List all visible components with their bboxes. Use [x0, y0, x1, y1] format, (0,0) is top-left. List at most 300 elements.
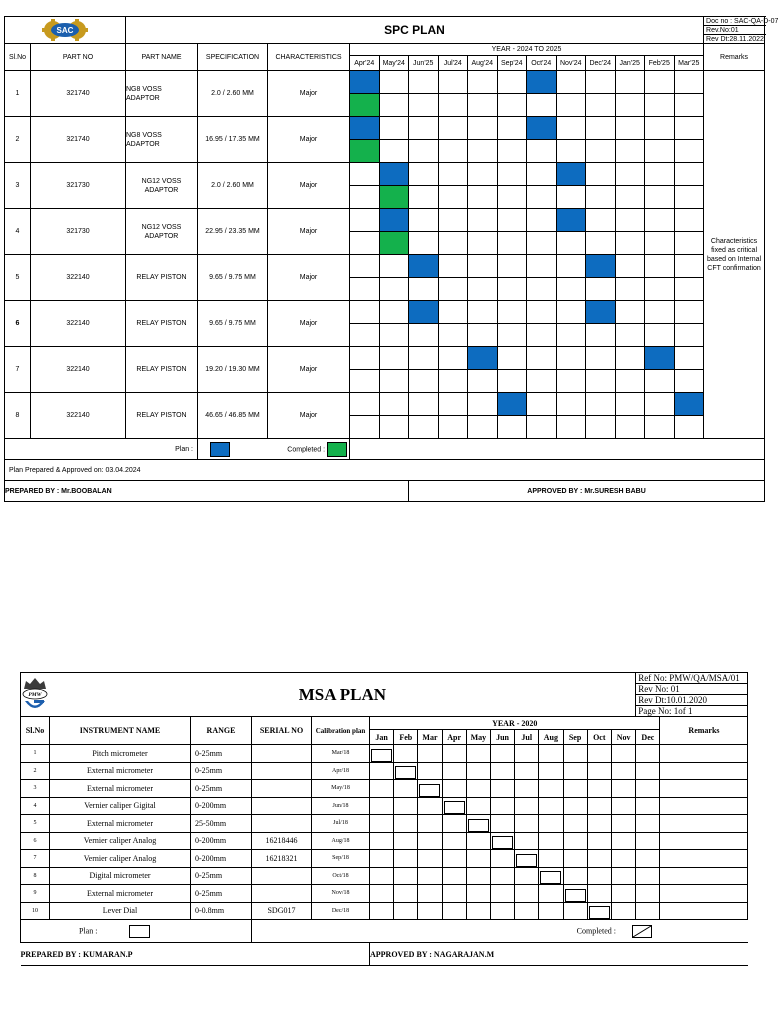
- msa-month-cell: [515, 832, 539, 850]
- msa-month-header: Aug: [539, 730, 563, 745]
- actual-cell: [645, 416, 675, 439]
- msa-month-cell: [563, 745, 587, 763]
- revision-number: Rev.No:01: [704, 26, 765, 35]
- msa-row-calibration: Mar/18: [312, 745, 370, 763]
- msa-month-cell: [563, 797, 587, 815]
- plan-cell: [615, 301, 645, 324]
- plan-cell: [556, 347, 586, 370]
- msa-row-calibration: Jul/18: [312, 815, 370, 833]
- msa-month-cell: [394, 797, 418, 815]
- msa-month-cell: [466, 885, 490, 903]
- plan-prepared-note: Plan Prepared & Approved on: 03.04.2024: [5, 460, 765, 481]
- msa-row-instrument: External micrometer: [50, 762, 191, 780]
- msa-col-remarks: Remarks: [660, 717, 748, 745]
- msa-row-calibration: May/18: [312, 780, 370, 798]
- row-part-no: 321740: [31, 117, 126, 163]
- msa-month-cell: [466, 850, 490, 868]
- plan-cell: [527, 393, 557, 416]
- row-part-name: NG8 VOSS ADAPTOR: [126, 71, 198, 117]
- table-row: [5, 163, 765, 186]
- plan-cell: [586, 255, 616, 278]
- msa-month-cell: [370, 745, 394, 763]
- plan-box: [371, 749, 392, 762]
- msa-month-cell: [515, 797, 539, 815]
- plan-cell: [409, 117, 439, 140]
- actual-cell: [379, 324, 409, 347]
- actual-cell: [586, 324, 616, 347]
- plan-cell: [615, 393, 645, 416]
- msa-row-sl-no: 10: [21, 902, 50, 920]
- plan-cell: [350, 393, 380, 416]
- plan-cell: [586, 301, 616, 324]
- msa-row-serial: [252, 815, 312, 833]
- msa-month-cell: [563, 815, 587, 833]
- actual-cell: [674, 278, 704, 301]
- actual-cell: [615, 232, 645, 255]
- msa-month-cell: [611, 885, 635, 903]
- msa-month-cell: [587, 885, 611, 903]
- col-remarks: Remarks: [704, 44, 765, 71]
- plan-cell: [468, 163, 498, 186]
- msa-revision-number: Rev No: 01: [636, 684, 748, 695]
- msa-row-range: 0-25mm: [191, 867, 252, 885]
- plan-cell: [645, 301, 675, 324]
- msa-legend-completed-box: [632, 925, 652, 938]
- plan-cell: [586, 209, 616, 232]
- actual-cell: [674, 324, 704, 347]
- msa-row-range: 0-25mm: [191, 762, 252, 780]
- actual-cell: [409, 140, 439, 163]
- row-part-no: 322140: [31, 301, 126, 347]
- actual-cell: [645, 370, 675, 393]
- plan-box: [516, 854, 537, 867]
- plan-cell: [586, 347, 616, 370]
- msa-row-remarks: [660, 780, 748, 798]
- plan-cell: [497, 209, 527, 232]
- month-header: Oct'24: [527, 56, 557, 71]
- msa-month-header: Sep: [563, 730, 587, 745]
- msa-month-cell: [611, 867, 635, 885]
- plan-cell: [438, 255, 468, 278]
- actual-cell: [556, 232, 586, 255]
- plan-cell: [586, 117, 616, 140]
- msa-row-calibration: Jun/18: [312, 797, 370, 815]
- msa-month-cell: [490, 867, 514, 885]
- msa-approved-by: APPROVED BY : NAGARAJAN.M: [370, 943, 748, 966]
- col-part-no: PART NO: [31, 44, 126, 71]
- msa-row-instrument: Digital micrometer: [50, 867, 191, 885]
- month-header: Aug'24: [468, 56, 498, 71]
- actual-cell: [645, 232, 675, 255]
- msa-row-range: 0-200mm: [191, 797, 252, 815]
- msa-month-cell: [394, 902, 418, 920]
- msa-row-sl-no: 4: [21, 797, 50, 815]
- msa-month-cell: [587, 815, 611, 833]
- table-row: [5, 347, 765, 370]
- msa-month-cell: [636, 885, 660, 903]
- row-characteristics: Major: [268, 255, 350, 301]
- actual-cell: [586, 232, 616, 255]
- actual-cell: [497, 370, 527, 393]
- actual-cell: [556, 278, 586, 301]
- msa-row-remarks: [660, 745, 748, 763]
- msa-legend-plan-box: [129, 925, 150, 938]
- msa-month-cell: [539, 867, 563, 885]
- legend-completed-label: Completed :: [287, 445, 326, 453]
- actual-cell: [586, 94, 616, 117]
- pmw-logo: [21, 673, 50, 717]
- plan-cell: [350, 209, 380, 232]
- row-specification: 9.65 / 9.75 MM: [198, 301, 268, 347]
- table-row: [5, 71, 765, 94]
- actual-cell: [527, 94, 557, 117]
- plan-cell: [468, 117, 498, 140]
- msa-month-cell: [442, 762, 466, 780]
- col-characteristics: CHARACTERISTICS: [268, 44, 350, 71]
- actual-cell: [497, 186, 527, 209]
- msa-row-instrument: External micrometer: [50, 780, 191, 798]
- plan-cell: [645, 393, 675, 416]
- msa-month-cell: [563, 885, 587, 903]
- msa-month-cell: [418, 762, 442, 780]
- actual-cell: [438, 186, 468, 209]
- msa-row-serial: [252, 745, 312, 763]
- plan-cell: [409, 393, 439, 416]
- plan-cell: [527, 71, 557, 94]
- actual-cell: [438, 232, 468, 255]
- plan-cell: [556, 255, 586, 278]
- actual-cell: [409, 94, 439, 117]
- msa-month-cell: [466, 780, 490, 798]
- msa-row-range: 0-200mm: [191, 832, 252, 850]
- msa-month-cell: [587, 797, 611, 815]
- msa-month-cell: [563, 780, 587, 798]
- msa-month-cell: [490, 780, 514, 798]
- msa-row-instrument: Pitch micrometer: [50, 745, 191, 763]
- msa-month-cell: [636, 762, 660, 780]
- actual-cell: [527, 416, 557, 439]
- plan-cell: [350, 347, 380, 370]
- msa-row-remarks: [660, 885, 748, 903]
- actual-cell: [674, 232, 704, 255]
- actual-cell: [497, 324, 527, 347]
- row-sl-no: 4: [5, 209, 31, 255]
- msa-month-cell: [539, 780, 563, 798]
- msa-month-cell: [587, 745, 611, 763]
- actual-cell: [527, 140, 557, 163]
- plan-cell: [674, 255, 704, 278]
- msa-row-remarks: [660, 867, 748, 885]
- plan-cell: [350, 71, 380, 94]
- plan-cell: [350, 117, 380, 140]
- actual-cell: [645, 94, 675, 117]
- msa-prepared-by: PREPARED BY : KUMARAN.P: [21, 943, 370, 966]
- actual-cell: [527, 186, 557, 209]
- msa-month-cell: [418, 780, 442, 798]
- msa-month-cell: [490, 902, 514, 920]
- msa-month-cell: [370, 832, 394, 850]
- page-number: Page No: 1of 1: [636, 706, 748, 717]
- msa-row-calibration: Oct/18: [312, 867, 370, 885]
- legend-plan-label: Plan :: [5, 439, 198, 460]
- msa-month-header: Jun: [490, 730, 514, 745]
- actual-cell: [674, 94, 704, 117]
- actual-cell: [615, 140, 645, 163]
- actual-cell: [379, 140, 409, 163]
- plan-cell: [497, 347, 527, 370]
- msa-month-cell: [370, 867, 394, 885]
- msa-row-instrument: Vernier caliper Analog: [50, 850, 191, 868]
- actual-cell: [497, 232, 527, 255]
- msa-row-remarks: [660, 797, 748, 815]
- actual-cell: [645, 324, 675, 347]
- actual-cell: [409, 370, 439, 393]
- plan-cell: [497, 393, 527, 416]
- col-part-name: PART NAME: [126, 44, 198, 71]
- plan-cell: [350, 163, 380, 186]
- msa-row-sl-no: 6: [21, 832, 50, 850]
- plan-cell: [615, 71, 645, 94]
- msa-month-cell: [490, 850, 514, 868]
- row-specification: 16.95 / 17.35 MM: [198, 117, 268, 163]
- svg-text:SAC: SAC: [56, 26, 74, 35]
- msa-month-cell: [515, 815, 539, 833]
- msa-month-cell: [515, 780, 539, 798]
- msa-month-cell: [370, 762, 394, 780]
- plan-cell: [350, 255, 380, 278]
- actual-cell: [379, 416, 409, 439]
- msa-row-serial: 16218321: [252, 850, 312, 868]
- plan-cell: [497, 117, 527, 140]
- actual-cell: [468, 140, 498, 163]
- plan-box: [565, 889, 586, 902]
- actual-cell: [350, 94, 380, 117]
- plan-cell: [556, 117, 586, 140]
- plan-cell: [379, 163, 409, 186]
- row-part-name: RELAY PISTON: [126, 255, 198, 301]
- msa-plan-table: [20, 672, 748, 966]
- actual-cell: [556, 140, 586, 163]
- msa-month-cell: [636, 902, 660, 920]
- msa-row-instrument: External micrometer: [50, 815, 191, 833]
- row-specification: 19.20 / 19.30 MM: [198, 347, 268, 393]
- msa-row-range: 0-25mm: [191, 745, 252, 763]
- actual-cell: [409, 278, 439, 301]
- msa-month-cell: [466, 762, 490, 780]
- msa-month-cell: [636, 780, 660, 798]
- row-specification: 2.0 / 2.60 MM: [198, 71, 268, 117]
- msa-row-serial: [252, 797, 312, 815]
- approved-by: APPROVED BY : Mr.SURESH BABU: [409, 481, 765, 502]
- plan-cell: [438, 209, 468, 232]
- row-specification: 2.0 / 2.60 MM: [198, 163, 268, 209]
- row-characteristics: Major: [268, 347, 350, 393]
- msa-row-sl-no: 8: [21, 867, 50, 885]
- plan-cell: [497, 163, 527, 186]
- msa-month-cell: [611, 832, 635, 850]
- actual-cell: [438, 278, 468, 301]
- msa-month-cell: [587, 867, 611, 885]
- plan-cell: [674, 117, 704, 140]
- msa-title: MSA PLAN: [50, 673, 636, 717]
- msa-month-cell: [466, 797, 490, 815]
- plan-cell: [556, 71, 586, 94]
- row-part-name: NG8 VOSS ADAPTOR: [126, 117, 198, 163]
- plan-cell: [586, 163, 616, 186]
- plan-cell: [409, 347, 439, 370]
- msa-month-cell: [563, 850, 587, 868]
- msa-row-serial: [252, 762, 312, 780]
- msa-month-header: Jul: [515, 730, 539, 745]
- msa-row-sl-no: 2: [21, 762, 50, 780]
- msa-month-cell: [394, 850, 418, 868]
- ref-number: Ref No: PMW/QA/MSA/01: [636, 673, 748, 684]
- row-sl-no: 7: [5, 347, 31, 393]
- actual-cell: [497, 416, 527, 439]
- plan-cell: [556, 209, 586, 232]
- msa-row-sl-no: 1: [21, 745, 50, 763]
- plan-cell: [586, 393, 616, 416]
- msa-row-range: 0-0.8mm: [191, 902, 252, 920]
- plan-cell: [645, 71, 675, 94]
- msa-month-cell: [394, 815, 418, 833]
- actual-cell: [615, 94, 645, 117]
- plan-cell: [468, 255, 498, 278]
- plan-cell: [527, 347, 557, 370]
- plan-cell: [468, 393, 498, 416]
- actual-cell: [645, 186, 675, 209]
- plan-box: [419, 784, 440, 797]
- msa-month-cell: [418, 745, 442, 763]
- msa-row-range: 25-50mm: [191, 815, 252, 833]
- msa-month-cell: [442, 780, 466, 798]
- msa-row-instrument: Lever Dial: [50, 902, 191, 920]
- col-specification: SPECIFICATION: [198, 44, 268, 71]
- actual-cell: [350, 140, 380, 163]
- actual-cell: [350, 416, 380, 439]
- row-sl-no: 6: [5, 301, 31, 347]
- actual-cell: [556, 324, 586, 347]
- actual-cell: [497, 278, 527, 301]
- msa-month-cell: [539, 745, 563, 763]
- actual-cell: [409, 324, 439, 347]
- msa-row-range: 0-25mm: [191, 780, 252, 798]
- msa-month-cell: [563, 762, 587, 780]
- plan-cell: [497, 255, 527, 278]
- month-header: Apr'24: [350, 56, 380, 71]
- col-sl-no: Sl.No: [5, 44, 31, 71]
- msa-month-cell: [394, 780, 418, 798]
- plan-cell: [497, 301, 527, 324]
- msa-month-cell: [442, 885, 466, 903]
- msa-row-sl-no: 5: [21, 815, 50, 833]
- plan-cell: [645, 347, 675, 370]
- row-characteristics: Major: [268, 301, 350, 347]
- msa-month-cell: [611, 780, 635, 798]
- actual-cell: [586, 140, 616, 163]
- msa-col-sl-no: Sl.No: [21, 717, 50, 745]
- plan-cell: [468, 209, 498, 232]
- msa-month-cell: [418, 797, 442, 815]
- msa-row-serial: [252, 885, 312, 903]
- msa-month-cell: [466, 815, 490, 833]
- msa-month-cell: [587, 850, 611, 868]
- msa-row-instrument: External micrometer: [50, 885, 191, 903]
- plan-cell: [379, 209, 409, 232]
- msa-month-header: Mar: [418, 730, 442, 745]
- actual-cell: [527, 324, 557, 347]
- actual-cell: [645, 140, 675, 163]
- actual-cell: [468, 232, 498, 255]
- plan-cell: [379, 301, 409, 324]
- actual-cell: [615, 370, 645, 393]
- msa-month-cell: [418, 867, 442, 885]
- msa-row-serial: [252, 867, 312, 885]
- plan-cell: [438, 163, 468, 186]
- msa-month-cell: [490, 745, 514, 763]
- msa-month-header: Dec: [636, 730, 660, 745]
- msa-month-header: Feb: [394, 730, 418, 745]
- msa-month-cell: [587, 832, 611, 850]
- msa-row-serial: 16218446: [252, 832, 312, 850]
- row-specification: 9.65 / 9.75 MM: [198, 255, 268, 301]
- actual-cell: [350, 370, 380, 393]
- table-row: [21, 850, 748, 868]
- actual-cell: [586, 278, 616, 301]
- msa-legend-completed-label: Completed :: [576, 925, 616, 935]
- msa-month-header: Jan: [370, 730, 394, 745]
- plan-cell: [556, 393, 586, 416]
- msa-month-cell: [611, 762, 635, 780]
- row-part-no: 322140: [31, 347, 126, 393]
- plan-cell: [674, 163, 704, 186]
- msa-month-cell: [563, 902, 587, 920]
- actual-cell: [438, 140, 468, 163]
- actual-cell: [350, 186, 380, 209]
- actual-cell: [615, 278, 645, 301]
- msa-month-header: Oct: [587, 730, 611, 745]
- msa-month-cell: [442, 867, 466, 885]
- msa-month-cell: [636, 797, 660, 815]
- plan-cell: [438, 301, 468, 324]
- msa-month-header: Apr: [442, 730, 466, 745]
- sac-logo: [5, 17, 126, 44]
- plan-cell: [438, 347, 468, 370]
- row-sl-no: 3: [5, 163, 31, 209]
- plan-box: [589, 906, 610, 919]
- row-part-no: 322140: [31, 255, 126, 301]
- msa-month-cell: [636, 745, 660, 763]
- msa-row-calibration: Aug/18: [312, 832, 370, 850]
- msa-month-cell: [370, 850, 394, 868]
- plan-box: [395, 766, 416, 779]
- table-row: [21, 902, 748, 920]
- msa-month-cell: [539, 815, 563, 833]
- actual-cell: [379, 370, 409, 393]
- plan-cell: [468, 347, 498, 370]
- msa-month-cell: [442, 797, 466, 815]
- month-header: Sep'24: [497, 56, 527, 71]
- actual-cell: [350, 324, 380, 347]
- msa-month-cell: [515, 885, 539, 903]
- msa-row-serial: [252, 780, 312, 798]
- msa-month-cell: [515, 850, 539, 868]
- table-row: [21, 780, 748, 798]
- actual-cell: [556, 94, 586, 117]
- msa-month-cell: [442, 850, 466, 868]
- table-row: [21, 745, 748, 763]
- row-characteristics: Major: [268, 71, 350, 117]
